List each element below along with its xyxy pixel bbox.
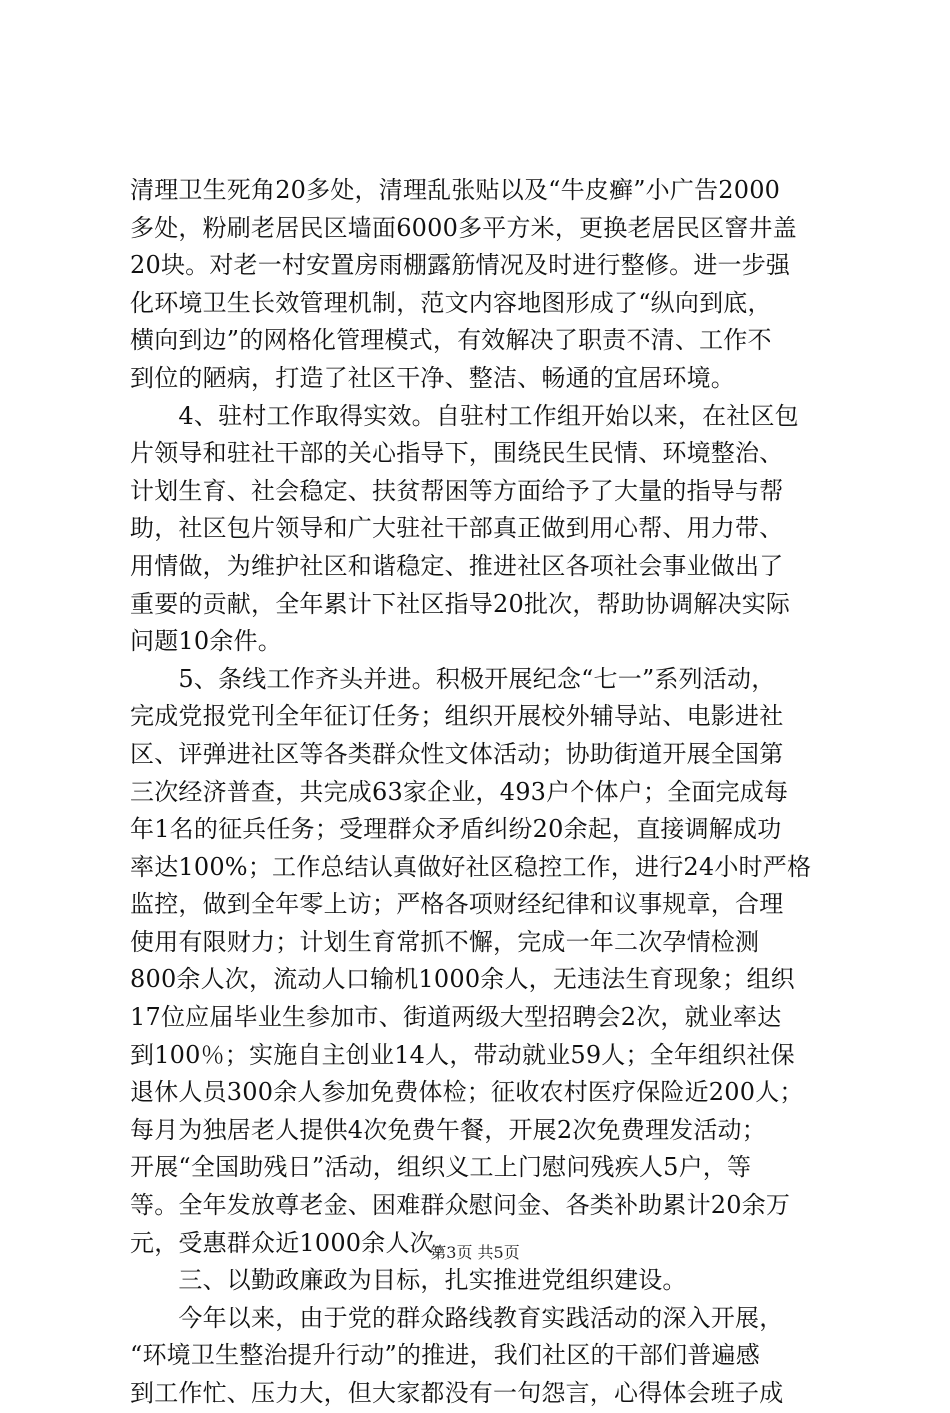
text-line: 监控，做到全年零上访；严格各项财经纪律和议事规章，合理 [130,890,784,919]
text-line: 用情做，为维护社区和谐稳定、推进社区各项社会事业做出了 [130,551,784,580]
text-line: 横向到边”的网格化管理模式，有效解决了职责不清、工作不 [130,326,772,355]
text-line: 多处，粉刷老居民区墙面6000多平方米，更换老居民区窨井盖 [130,213,797,242]
text-line: 17位应届毕业生参加市、街道两级大型招聘会2次，就业率达 [130,1003,782,1032]
text-line: 年1名的征兵任务；受理群众矛盾纠纷20余起，直接调解成功 [130,815,782,844]
text-line: 三次经济普查，共完成63家企业，493户个体户；全面完成每 [130,777,789,806]
text-line: 20块。对老一村安置房雨棚露筋情况及时进行整修。进一步强 [130,251,791,280]
text-line: 到工作忙、压力大，但大家都没有一句怨言，心得体会班子成 [130,1379,784,1407]
text-line: 到位的陋病，打造了社区干净、整洁、畅通的宜居环境。 [130,363,735,392]
text-line: 到100％；实施自主创业14人，带动就业59人；全年组织社保 [130,1040,795,1069]
page-number-footer: 第3页 共5页 [430,1243,520,1262]
text-line: “环境卫生整治提升行动”的推进，我们社区的干部们普遍感 [130,1341,760,1370]
text-line: 5、条线工作齐头并进。积极开展纪念“七一”系列活动， [130,664,776,693]
text-line: 重要的贡献，全年累计下社区指导20批次，帮助协调解决实际 [130,589,791,618]
text-line: 助，社区包片领导和广大驻社干部真正做到用心帮、用力带、 [130,514,784,543]
document-body [130,172,830,1413]
text-line: 区、评弹进社区等各类群众性文体活动；协助街道开展全国第 [130,739,784,768]
text-line: 等。全年发放尊老金、困难群众慰问金、各类补助累计20余万 [130,1191,791,1220]
text-line: 开展“全国助残日”活动，组织义工上门慰问残疾人5户，等 [130,1153,752,1182]
text-line: 化环境卫生长效管理机制，范文内容地图形成了“纵向到底， [130,288,772,317]
text-line: 今年以来，由于党的群众路线教育实践活动的深入开展， [130,1303,784,1332]
text-line: 4、驻村工作取得实效。自驻村工作组开始以来，在社区包 [130,401,799,430]
text-line: 每月为独居老人提供4次免费午餐，开展2次免费理发活动； [130,1115,766,1144]
text-line: 计划生育、社会稳定、扶贫帮困等方面给予了大量的指导与帮 [130,476,784,505]
text-line: 使用有限财力；计划生育常抓不懈，完成一年二次孕情检测 [130,927,760,956]
text-line: 片领导和驻社干部的关心指导下，围绕民生民情、环境整治、 [130,439,784,468]
text-line: 问题10余件。 [130,627,282,656]
text-line: 元，受惠群众近1000余人次。 [130,1228,459,1257]
text-line: 退休人员300余人参加免费体检；征收农村医疗保险近200人； [130,1078,804,1107]
section-heading: 三、以勤政廉政为目标，扎实推进党组织建设。 [130,1266,687,1295]
text-line: 800余人次，流动人口输机1000余人，无违法生育现象；组织 [130,965,795,994]
text-line: 率达100%；工作总结认真做好社区稳控工作，进行24小时严格 [130,852,812,881]
text-line: 完成党报党刊全年征订任务；组织开展校外辅导站、电影进社 [130,702,784,731]
text-line: 清理卫生死角20多处，清理乱张贴以及“牛皮癣”小广告2000 [130,176,781,204]
